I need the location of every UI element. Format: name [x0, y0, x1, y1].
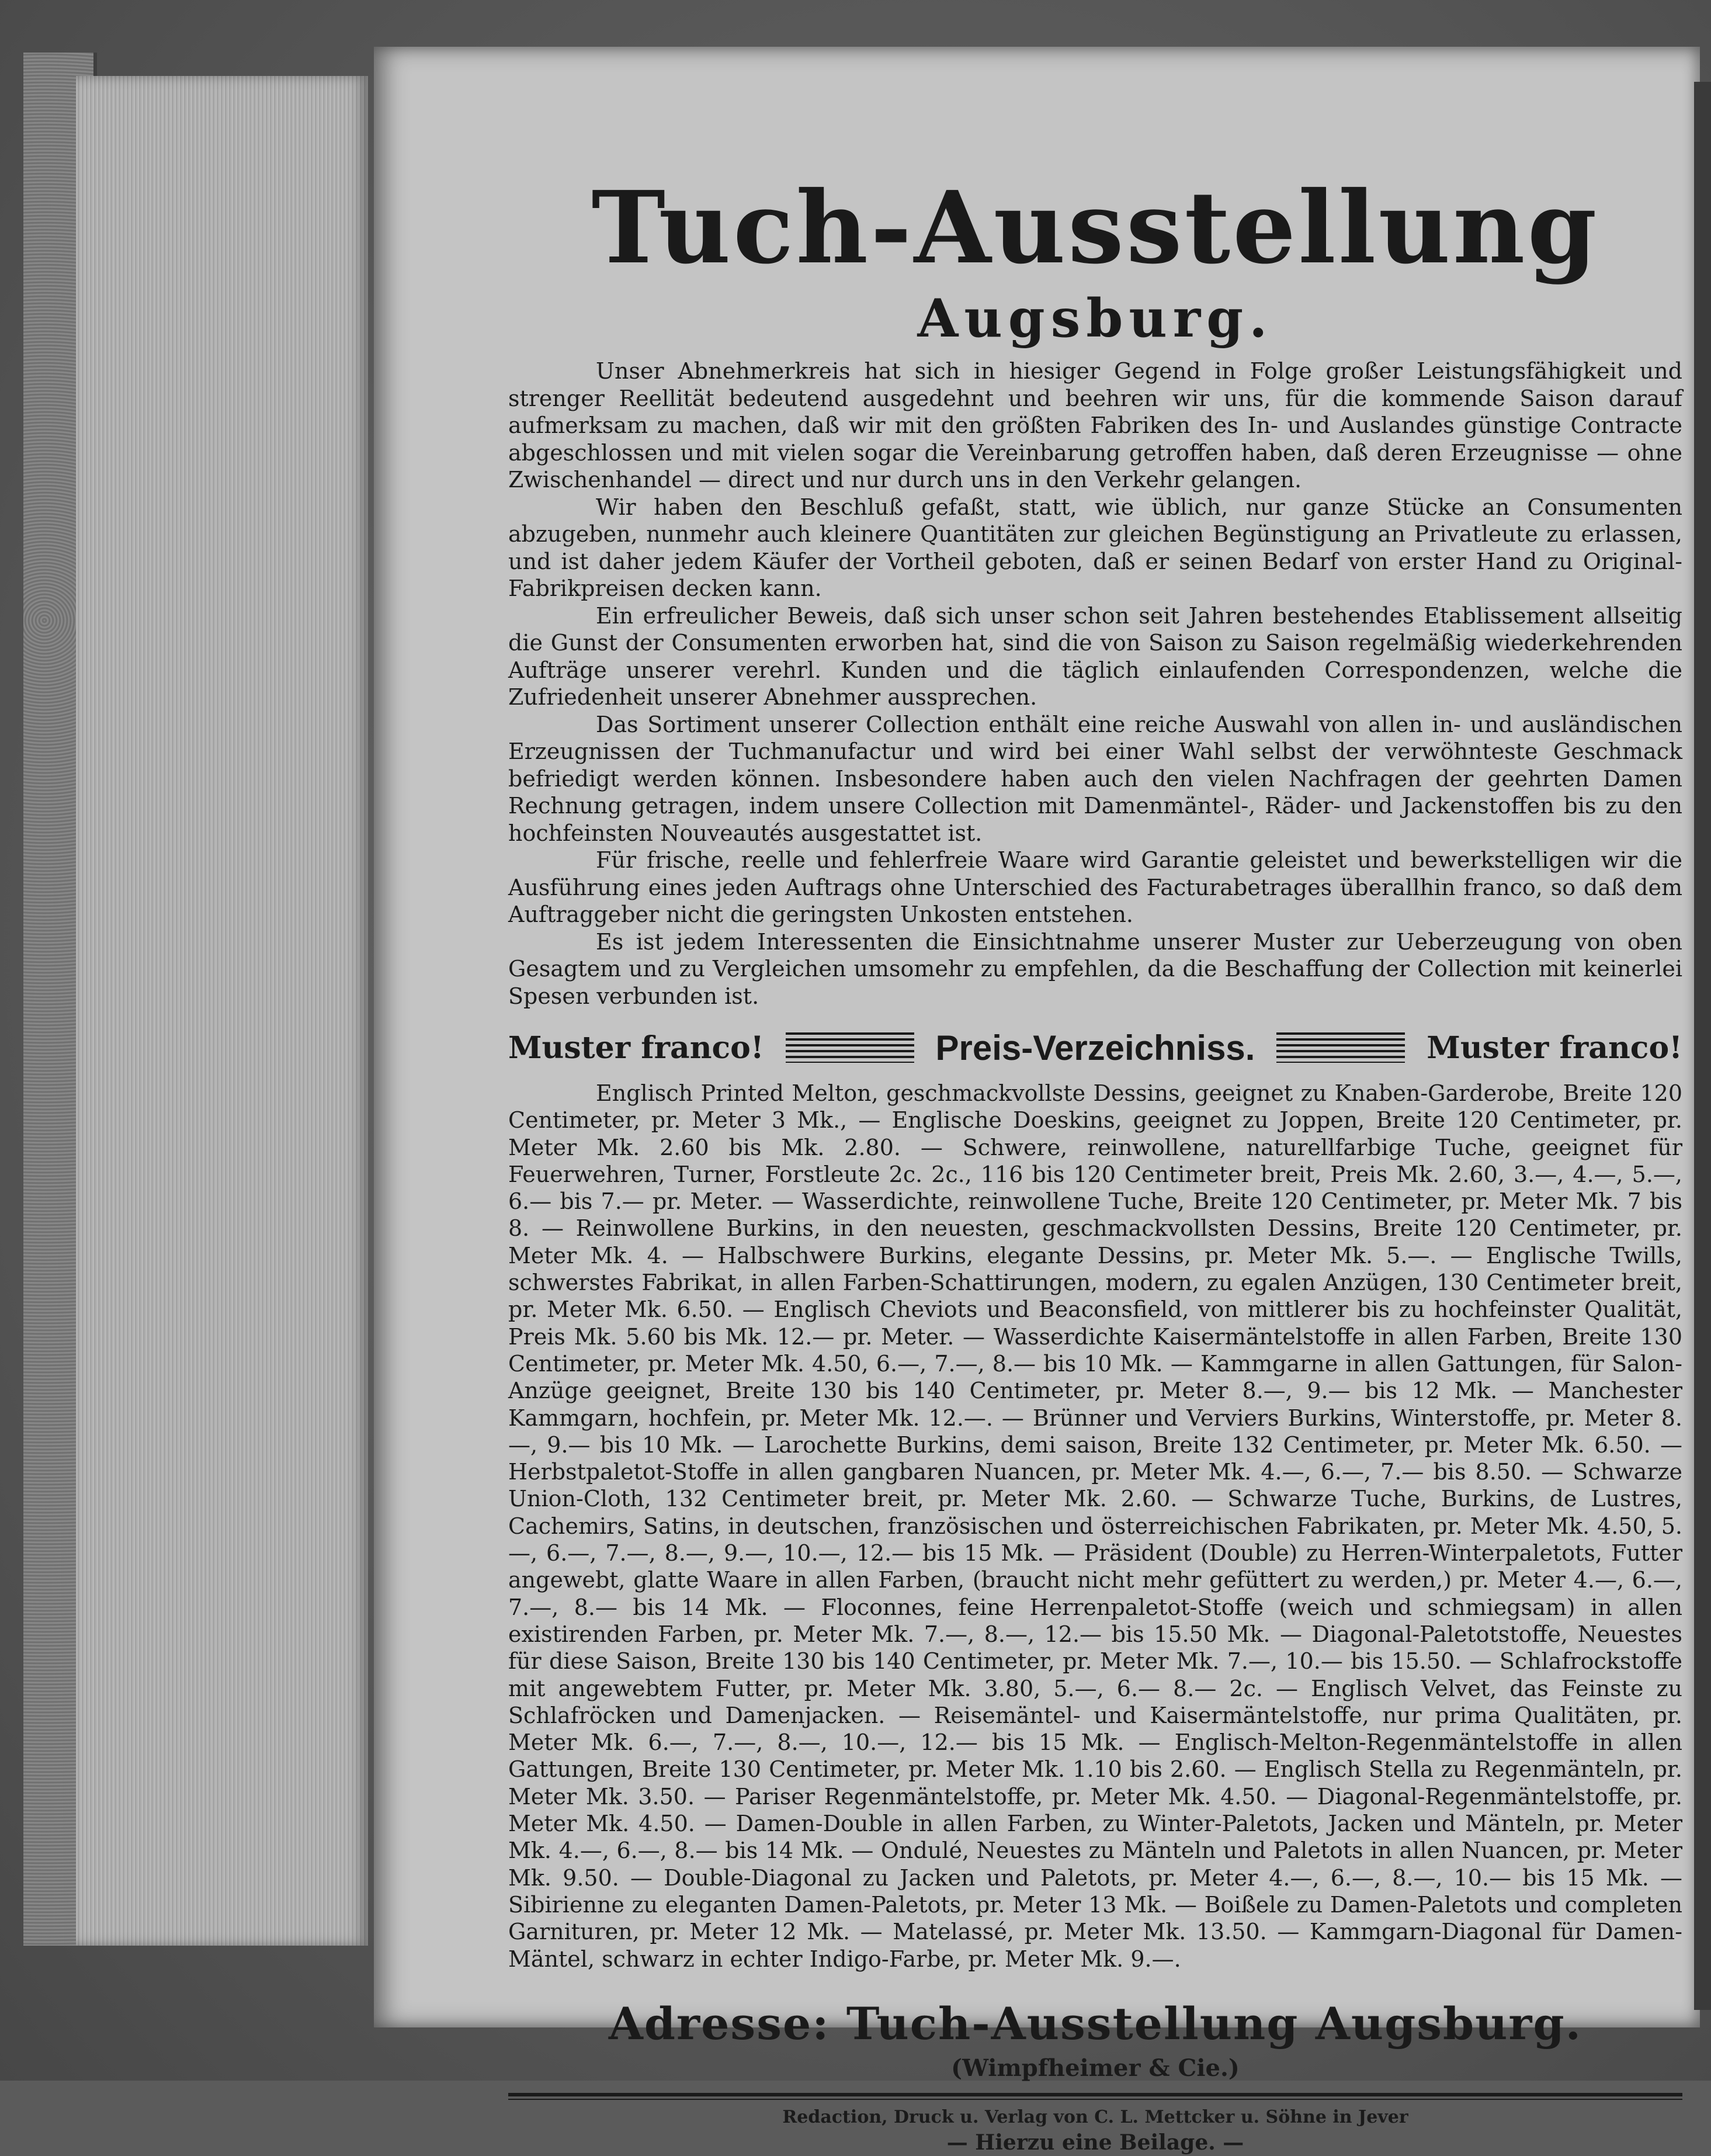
book-page-stack — [76, 76, 368, 1946]
ad-paragraph: Wir haben den Beschluß gefaßt, statt, wie üblich, nur ganze Stücke an Consumenten abzugeben, nunmehr auch kleinere Quantitäten zur gleichen Begünstigung an Privatleute zu erlassen, und ist daher jedem Käufer der Vortheil geboten, daß er seinen Bedarf von erster Hand zu Original-Fabrikpreisen decken kann. — [508, 494, 1682, 601]
ad-subtitle: Augsburg. — [917, 287, 1273, 349]
ad-title: Tuch-Ausstellung — [591, 169, 1599, 286]
ad-paragraph: Das Sortiment unserer Collection enthält eine reiche Auswahl von allen in- und ausländischen Erzeugnissen der Tuchmanufactur und wird bei einer Wahl selbst der verwöhnteste Geschmack befriedigt werden können. Insbesondere haben auch den vielen Nachfragen der geehrten Damen Rechnung getragen, indem unsere Collection mit Damenmäntel-, Räder- und Jackenstoffen bis zu den hochfeinsten Nouveautés ausgestattet ist. — [508, 711, 1682, 846]
muster-franco-left: Muster franco! — [508, 1030, 764, 1066]
footer-rule-thin — [508, 2099, 1682, 2100]
ad-paragraph: Ein erfreulicher Beweis, daß sich unser schon seit Jahren bestehendes Etablissement allseitig die Gunst der Consumenten erworben hat, sind die von Saison zu Saison regelmäßig wiederkehrenden Aufträge unserer verehrl. Kunden und die täglich einlaufenden Correspondenzen, welche die Zufriedenheit unserer Abnehmer aussprechen. — [508, 602, 1682, 710]
footer-rule-thick — [508, 2093, 1682, 2096]
muster-franco-right: Muster franco! — [1427, 1030, 1682, 1066]
supplement-note: — Hierzu eine Beilage. — — [946, 2130, 1244, 2155]
ad-address: Adresse: Tuch-Ausstellung Augsburg. — [608, 1997, 1582, 2050]
ad-company: (Wimpfheimer & Cie.) — [951, 2054, 1240, 2082]
decorative-rule-right — [1276, 1032, 1405, 1063]
price-list-title: Preis-Verzeichniss. — [935, 1028, 1255, 1067]
ad-body — [508, 358, 1682, 1010]
decorative-rule-left — [786, 1032, 914, 1063]
price-list-header — [508, 1021, 1682, 1074]
advertisement — [508, 134, 1682, 2156]
facing-page-edge — [1694, 82, 1711, 2010]
ad-paragraph: Unser Abnehmerkreis hat sich in hiesiger Gegend in Folge großer Leistungsfähigkeit und strenger Reellität bedeutend ausgedehnt und beehren wir uns, für die kommende Saison darauf aufmerksam zu machen, daß wir mit den größten Fabriken des In- und Auslandes günstige Contracte abgeschlossen und mit vielen sogar die Vereinbarung getroffen haben, daß deren Erzeugnisse — ohne Zwischenhandel — direct und nur durch uns in den Verkehr gelangen. — [508, 358, 1682, 493]
imprint-line: Redaction, Druck u. Verlag von C. L. Mettcker u. Söhne in Jever — [782, 2106, 1408, 2127]
price-list: Englisch Printed Melton, geschmackvollste Dessins, geeignet zu Knaben-Garderobe, Breite 120 Centimeter, pr. Meter 3 Mk., — Englische Doeskins, geeignet zu Joppen, Breite 120 Centimeter, pr. Meter Mk. 2.60 bis Mk. 2.80. — Schwere, reinwollene, naturellfarbige Tuche, geeignet für Feuerwehren, Turner, Forstleute 2c. 2c., 116 bis 120 Centimeter breit, Preis Mk. 2.60, 3.—, 4.—, 5.—, 6.— bis 7.— pr. Meter. — Wasserdichte, reinwollene Tuche, Breite 120 Centimeter, pr. Meter Mk. 7 bis 8. — Reinwollene Burkins, in den neuesten, geschmackvollsten Dessins, Breite 120 Centimeter, pr. Meter Mk. 4. — Halbschwere Burkins, elegante Dessins, pr. Meter Mk. 5.—. — Englische Twills, schwerstes Fabrikat, in allen Farben-Schattirungen, modern, zu egalen Anzügen, 130 Centimeter breit, pr. Meter Mk. 6.50. — Englisch Cheviots und Beaconsfield, von mittlerer bis zu hochfeinster Qualität, Preis Mk. 5.60 bis Mk. 12.— pr. Meter. — Wasserdichte Kaisermäntelstoffe in allen Farben, Breite 130 Centimeter, pr. Meter Mk. 4.50, 6.—, 7.—, 8.— bis 10 Mk. — Kammgarne in allen Gattungen, für Salon-Anzüge geeignet, Breite 130 bis 140 Centimeter, pr. Meter 8.—, 9.— bis 12 Mk. — Manchester Kammgarn, hochfein, pr. Meter Mk. 12.—. — Brünner und Verviers Burkins, Winterstoffe, pr. Meter 8.—, 9.— bis 10 Mk. — Larochette Burkins, demi saison, Breite 132 Centimeter, pr. Meter Mk. 6.50. — Herbstpaletot-Stoffe in allen gangbaren Nuancen, pr. Meter Mk. 4.—, 6.—, 7.— bis 8.50. — Schwarze Union-Cloth, 132 Centimeter breit, pr. Meter Mk. 2.60. — Schwarze Tuche, Burkins, de Lustres, Cachemirs, Satins, in deutschen, französischen und österreichischen Fabrikaten, pr. Meter Mk. 4.50, 5.—, 6.—, 7.—, 8.—, 9.—, 10.—, 12.— bis 15 Mk. — Präsident (Double) zu Herren-Winterpaletots, Futter angewebt, glatte Waare in allen Farben, (braucht nicht mehr gefüttert zu werden,) pr. Meter 4.—, 6.—, 7.—, 8.— bis 14 Mk. — Floconnes, feine Herrenpaletot-Stoffe (weich und schmiegsam) in allen existirenden Farben, pr. Meter Mk. 7.—, 8.—, 12.— bis 15.50 Mk. — Diagonal-Paletotstoffe, Neuestes für diese Saison, Breite 130 bis 140 Centimeter, pr. Meter Mk. 7.—, 10.— bis 15.50. — Schlafrockstoffe mit angewebtem Futter, pr. Meter Mk. 3.80, 5.—, 6.— 8.— 2c. — Englisch Velvet, das Feinste zu Schlafröcken und Damenjacken. — Reisemäntel- und Kaisermäntelstoffe, nur prima Qualitäten, pr. Meter Mk. 6.—, 7.—, 8.—, 10.—, 12.— bis 15 Mk. — Englisch-Melton-Regenmäntelstoffe in allen Gattungen, Breite 130 Centimeter, pr. Meter Mk. 1.10 bis 2.60. — Englisch Stella zu Regenmänteln, pr. Meter Mk. 3.50. — Pariser Regenmäntelstoffe, pr. Meter Mk. 4.50. — Diagonal-Regenmäntelstoffe, pr. Meter Mk. 4.50. — Damen-Double in allen Farben, zu Winter-Paletots, Jacken und Mänteln, pr. Meter Mk. 4.—, 6.—, 8.— bis 14 Mk. — Ondulé, Neuestes zu Mänteln und Paletots in allen Nuancen, pr. Meter Mk. 9.50. — Double-Diagonal zu Jacken und Paletots, pr. Meter 4.—, 6.—, 8.—, 10.— bis 15 Mk. — Sibirienne zu eleganten Damen-Paletots, pr. Meter 13 Mk. — Boißele zu Damen-Paletots und completen Garnituren, pr. Meter 12 Mk. — Matelassé, pr. Meter Mk. 13.50. — Kammgarn-Diagonal für Damen-Mäntel, schwarz in echter Indigo-Farbe, pr. Meter Mk. 9.—. — [508, 1080, 1682, 1972]
ad-paragraph: Für frische, reelle und fehlerfreie Waare wird Garantie geleistet und bewerkstelligen wir die Ausführung eines jeden Auftrags ohne Unterschied des Facturabetrages überallhin franco, so daß dem Auftraggeber nicht die geringsten Unkosten entstehen. — [508, 847, 1682, 927]
ad-paragraph: Es ist jedem Interessenten die Einsichtnahme unserer Muster zur Ueberzeugung von oben Gesagtem und zu Vergleichen umsomehr zu empfehlen, da die Beschaffung der Collection mit keinerlei Spesen verbunden ist. — [508, 928, 1682, 1009]
